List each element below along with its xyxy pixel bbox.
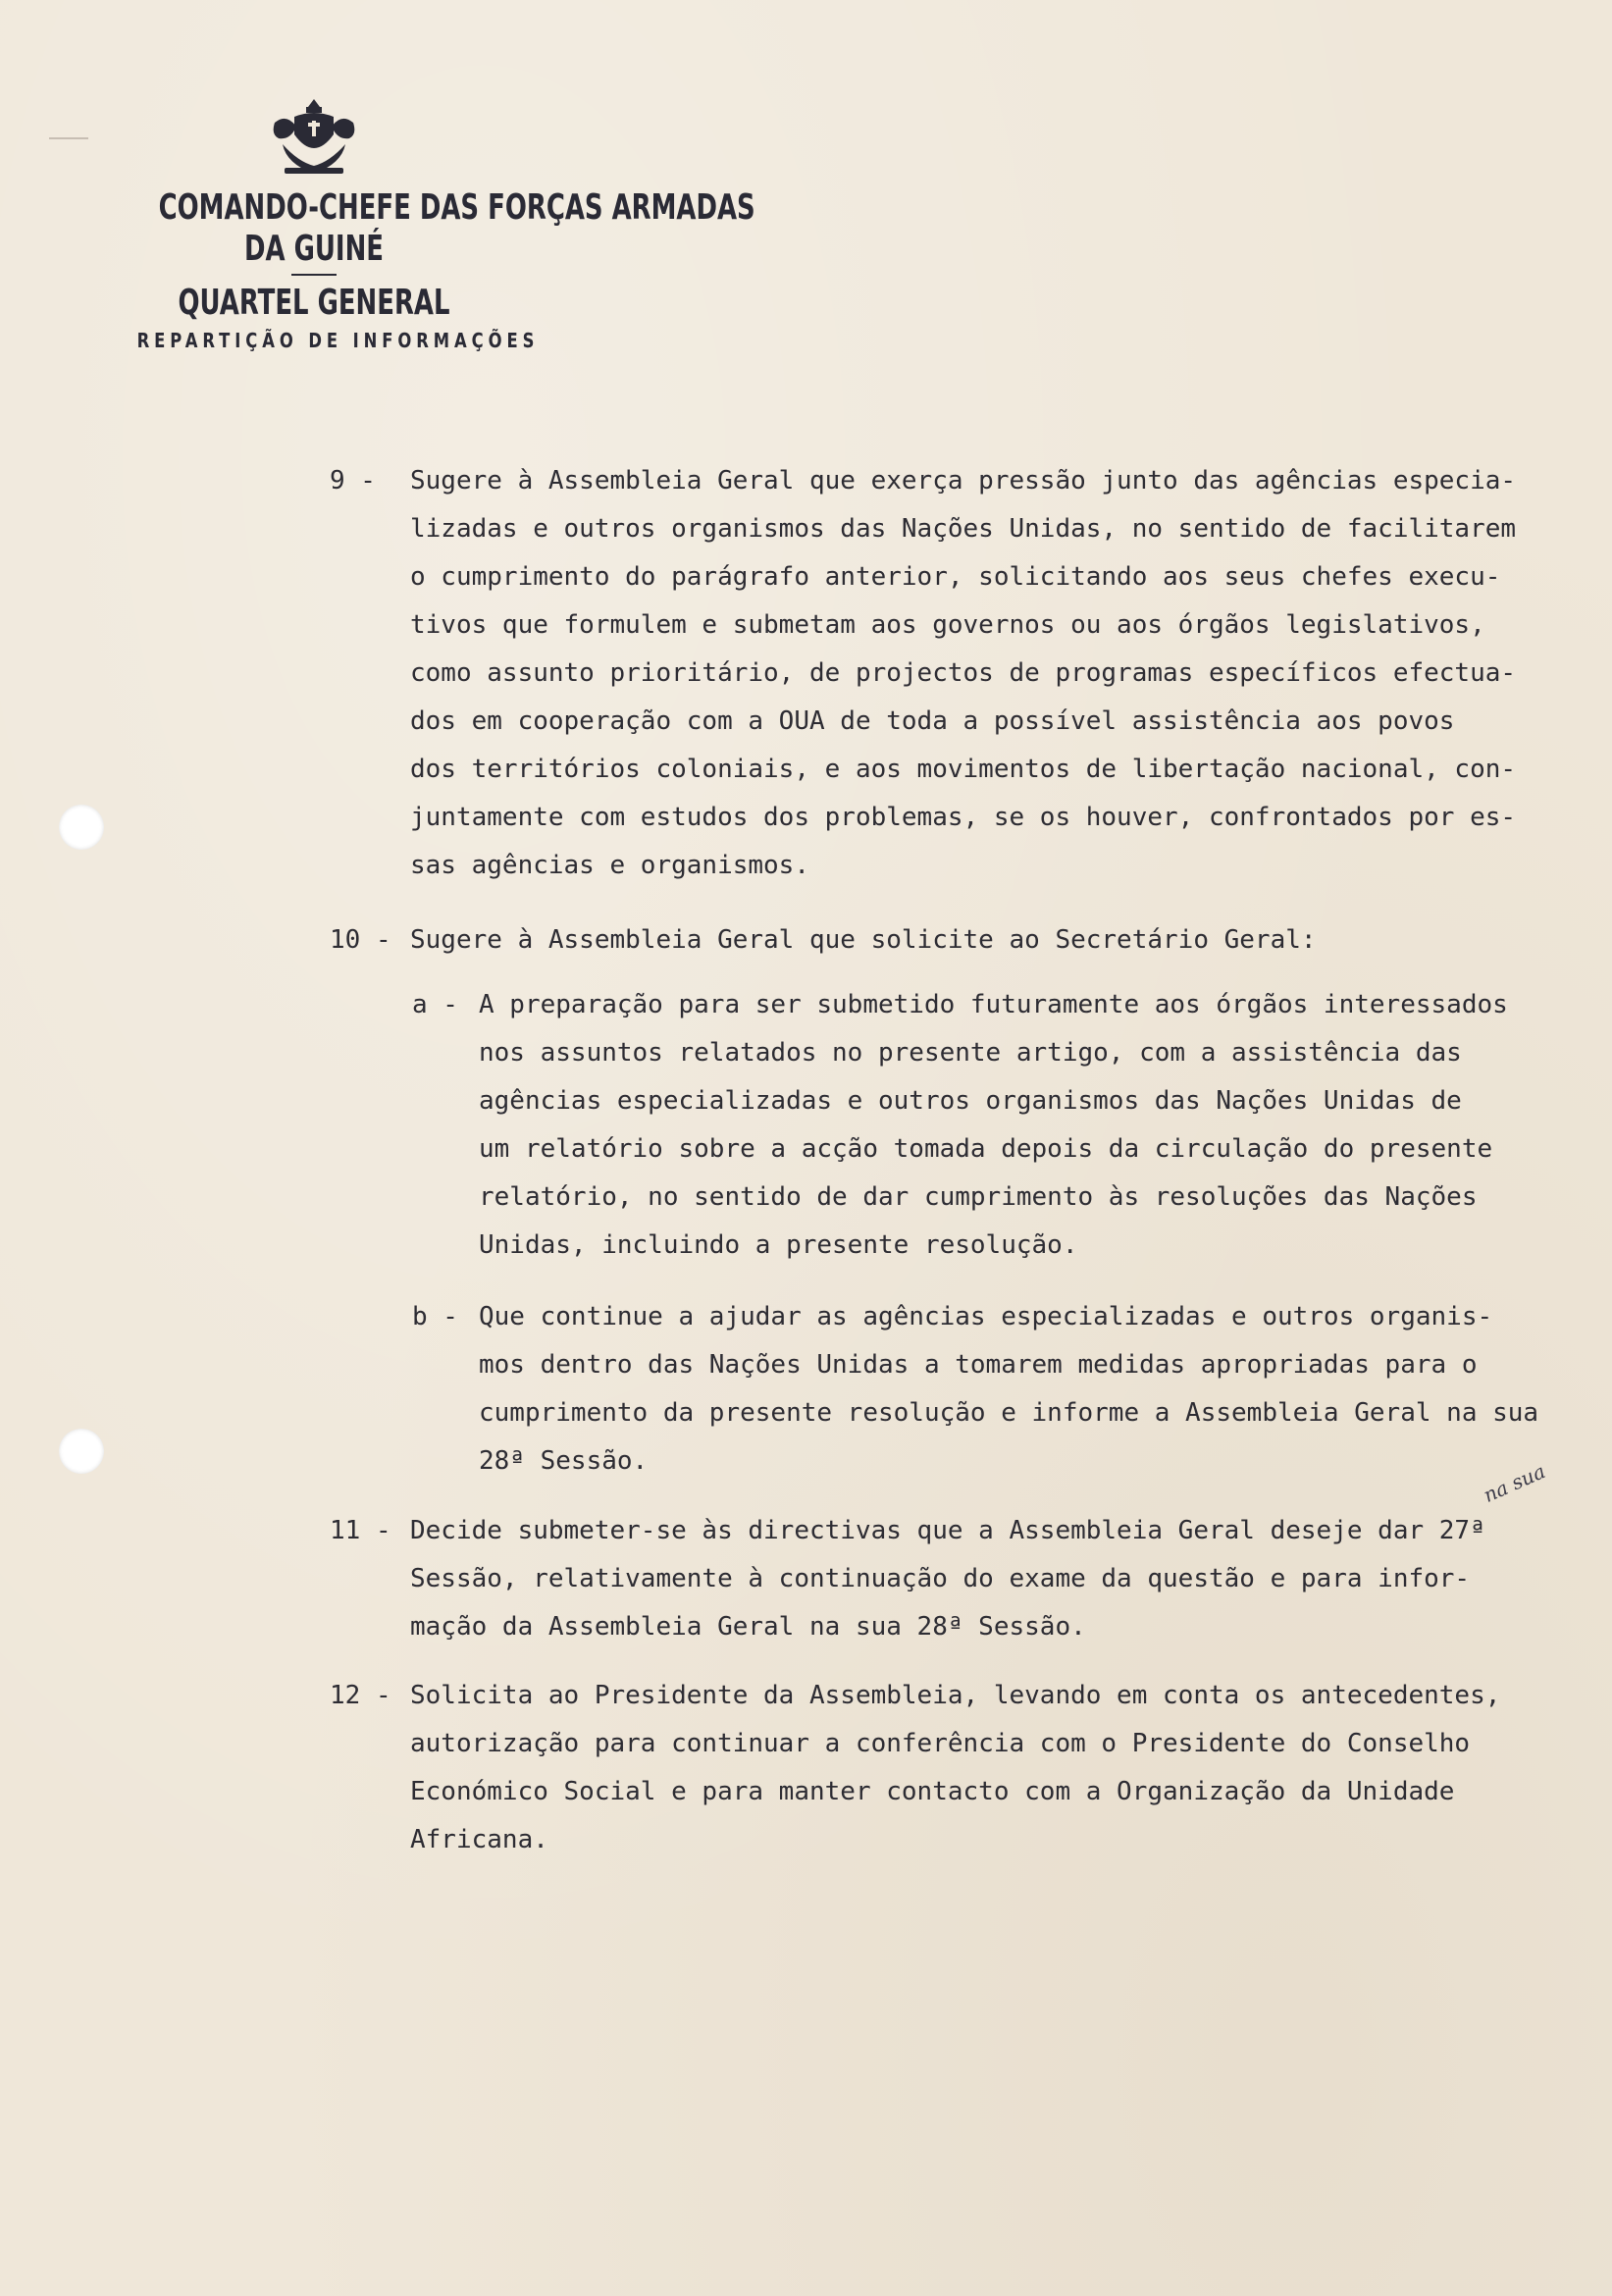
clause-line: Sugere à Assembleia Geral que solicite ao Secretário Geral: (410, 925, 1317, 955)
clause-line: Sugere à Assembleia Geral que exerça pressão junto das agências especia- (410, 466, 1517, 496)
subitem-text (479, 981, 1508, 1270)
clause-number: 11 - (330, 1516, 391, 1545)
clause-number: 10 - (330, 925, 391, 955)
clause-number: 12 - (330, 1681, 391, 1710)
clause-line: Africana. (410, 1825, 548, 1854)
clause-text (410, 1507, 1485, 1651)
subitem-letter: a - (412, 990, 458, 1019)
subitem-letter: b - (412, 1302, 458, 1331)
clause-text (410, 916, 1317, 965)
subitem-text (479, 1293, 1538, 1486)
subitem-line: cumprimento da presente resolução e informe a Assembleia Geral na sua (479, 1398, 1539, 1428)
subitem-line: mos dentro das Nações Unidas a tomarem medidas apropriadas para o (479, 1350, 1478, 1380)
clause-line: mação da Assembleia Geral na sua 28ª Sessão. (410, 1612, 1086, 1642)
subitem-line: um relatório sobre a acção tomada depois da circulação do presente (479, 1134, 1493, 1164)
clause-line: Económico Social e para manter contacto com a Organização da Unidade (410, 1777, 1455, 1806)
clause-line: como assunto prioritário, de projectos de programas específicos efectua- (410, 658, 1517, 688)
org-name-line-2: DA GUINÉ (244, 229, 384, 269)
letterhead-divider (291, 274, 337, 276)
subitem-line: agências especializadas e outros organismos das Nações Unidas de (479, 1086, 1462, 1116)
punch-hole-bottom (59, 1429, 104, 1474)
clause-number: 9 - (330, 466, 376, 496)
department-name: REPARTIÇÃO DE INFORMAÇÕES (136, 329, 540, 352)
clause-line: Decide submeter-se às directivas que a Assembleia Geral deseje dar 27ª (410, 1516, 1485, 1545)
clause-text (410, 1672, 1500, 1864)
clause-line: autorização para continuar a conferência com o Presidente do Conselho (410, 1729, 1471, 1758)
subitem-line: nos assuntos relatados no presente artigo, com a assistência das (479, 1038, 1462, 1068)
subitem-line: Que continue a ajudar as agências especializadas e outros organis- (479, 1302, 1493, 1331)
subitem-line: Unidas, incluindo a presente resolução. (479, 1230, 1078, 1260)
subitem-line: 28ª Sessão. (479, 1446, 649, 1476)
clause-text (410, 457, 1516, 890)
clause-line: o cumprimento do parágrafo anterior, solicitando aos seus chefes execu- (410, 562, 1501, 592)
clause-line: dos territórios coloniais, e aos movimentos de libertação nacional, con- (410, 755, 1517, 784)
subitem-line: relatório, no sentido de dar cumprimento às resoluções das Nações (479, 1182, 1478, 1212)
clause-line: lizadas e outros organismos das Nações Unidas, no sentido de facilitarem (410, 514, 1517, 544)
headquarters-name: QUARTEL GENERAL (178, 283, 450, 323)
clause-line: tivos que formulem e submetam aos governos ou aos órgãos legislativos, (410, 610, 1485, 640)
letterhead (98, 93, 755, 356)
clause-line: sas agências e organismos. (410, 851, 809, 880)
handwritten-insertion: na sua (1480, 1459, 1549, 1507)
clause-line: Solicita ao Presidente da Assembleia, levando em conta os antecedentes, (410, 1681, 1501, 1710)
clause-line: dos em cooperação com a OUA de toda a possível assistência aos povos (410, 706, 1455, 736)
margin-mark (49, 137, 88, 139)
clause-line: juntamente com estudos dos problemas, se os houver, confrontados por es- (410, 803, 1517, 832)
punch-hole-top (59, 805, 104, 850)
subitem-line: A preparação para ser submetido futuramente aos órgãos interessados (479, 990, 1508, 1019)
coat-of-arms-icon (265, 93, 363, 182)
org-name-line-1: COMANDO-CHEFE DAS FORÇAS ARMADAS (158, 187, 755, 228)
clause-line: Sessão, relativamente à continuação do exame da questão e para infor- (410, 1564, 1471, 1593)
